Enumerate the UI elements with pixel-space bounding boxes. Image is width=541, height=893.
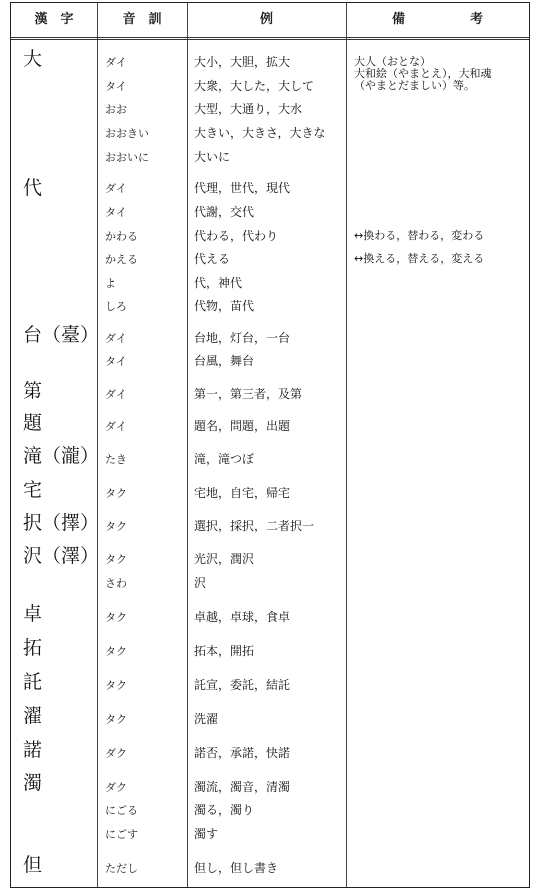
example-cell: 大きい，大きさ，大きな [194,126,326,140]
header-divider [11,37,529,40]
kanji-entry: 題 [23,412,43,434]
header-note: 備 考 [391,12,483,27]
kanji-entry: 但 [23,854,43,876]
header-reading: 音 訓 [122,12,162,27]
kanji-entry: 択（擇） [23,512,100,534]
example-cell: 洗濯 [194,712,219,726]
example-cell: 代わる，代わり [194,229,279,243]
reading-cell: さわ [105,577,127,590]
kanji-entry: 宅 [23,479,43,501]
example-cell: 拓本，開拓 [194,644,255,658]
example-cell: 台地，灯台，一台 [194,331,291,345]
reading-cell: おおいに [105,151,149,164]
example-cell: 代える [194,252,231,266]
kanji-entry: 諾 [23,739,43,761]
reading-cell: たき [105,453,127,466]
reading-cell: タク [105,713,127,726]
kanji-entry: 託 [23,671,43,693]
example-cell: 選択，採択，二者択一 [194,519,315,533]
example-cell: 濁る，濁り [194,803,255,817]
example-cell: 台風，舞台 [194,354,255,368]
kanji-entry: 滝（瀧） [23,445,100,467]
note-cell: ↔換わる，替わる，変わる [354,229,485,242]
reading-cell: ダイ [105,182,127,195]
reading-cell: かわる [105,230,138,243]
example-cell: 代理，世代，現代 [194,181,291,195]
reading-cell: よ [105,277,116,290]
reading-cell: ダイ [105,420,127,433]
example-cell: 題名，問題，出題 [194,419,291,433]
example-cell: 卓越，卓球，食卓 [194,610,291,624]
example-cell: 大型，大通り，大水 [194,102,303,116]
header-example: 例 [259,12,273,27]
kanji-entry: 代 [23,177,43,199]
reading-cell: おおきい [105,127,149,140]
column-divider [346,3,347,887]
kanji-table [10,2,530,888]
kanji-entry: 台（臺） [23,324,100,346]
reading-cell: タク [105,679,127,692]
kanji-entry: 沢（澤） [23,545,100,567]
kanji-entry: 濯 [23,705,43,727]
example-cell: 代謝，交代 [194,205,255,219]
reading-cell: ダイ [105,332,127,345]
kanji-entry: 大 [23,48,43,70]
example-cell: 光沢，潤沢 [194,552,255,566]
reading-cell: ダイ [105,388,127,401]
reading-cell: かえる [105,253,138,266]
reading-cell: ダク [105,747,127,760]
reading-cell: おお [105,103,127,116]
example-cell: 沢 [194,576,207,590]
example-cell: 託宣，委託，結託 [194,678,291,692]
example-cell: 代，神代 [194,276,243,290]
reading-cell: ただし [105,862,138,875]
example-cell: 但し，但し書き [194,861,279,875]
example-cell: 滝，滝つぼ [194,452,255,466]
reading-cell: にごす [105,828,138,841]
column-divider [187,3,188,887]
kanji-entry: 第 [23,380,43,402]
reading-cell: タイ [105,206,127,219]
reading-cell: タク [105,611,127,624]
kanji-entry: 拓 [23,637,43,659]
header-kanji: 漢 字 [34,12,74,27]
reading-cell: タク [105,553,127,566]
example-cell: 大小，大胆，拡大 [194,55,291,69]
reading-cell: タク [105,520,127,533]
note-cell: 大人（おとな） 大和絵（やまとえ），大和魂 （やまとだましい）等。 [354,55,492,92]
reading-cell: タク [105,645,127,658]
reading-cell: ダイ [105,56,127,69]
kanji-entry: 卓 [23,603,43,625]
reading-cell: タイ [105,355,127,368]
example-cell: 第一，第三者，及第 [194,387,303,401]
note-cell: ↔換える，替える，変える [354,252,485,265]
example-cell: 濁流，濁音，清濁 [194,780,291,794]
reading-cell: タイ [105,80,127,93]
example-cell: 代物，苗代 [194,299,255,313]
example-cell: 大いに [194,150,231,164]
example-cell: 宅地，自宅，帰宅 [194,486,291,500]
example-cell: 諾否，承諾，快諾 [194,746,291,760]
reading-cell: にごる [105,804,138,817]
reading-cell: タク [105,487,127,500]
reading-cell: しろ [105,300,127,313]
example-cell: 大衆，大した，大して [194,79,315,93]
kanji-entry: 濁 [23,772,43,794]
reading-cell: ダク [105,781,127,794]
example-cell: 濁す [194,827,219,841]
